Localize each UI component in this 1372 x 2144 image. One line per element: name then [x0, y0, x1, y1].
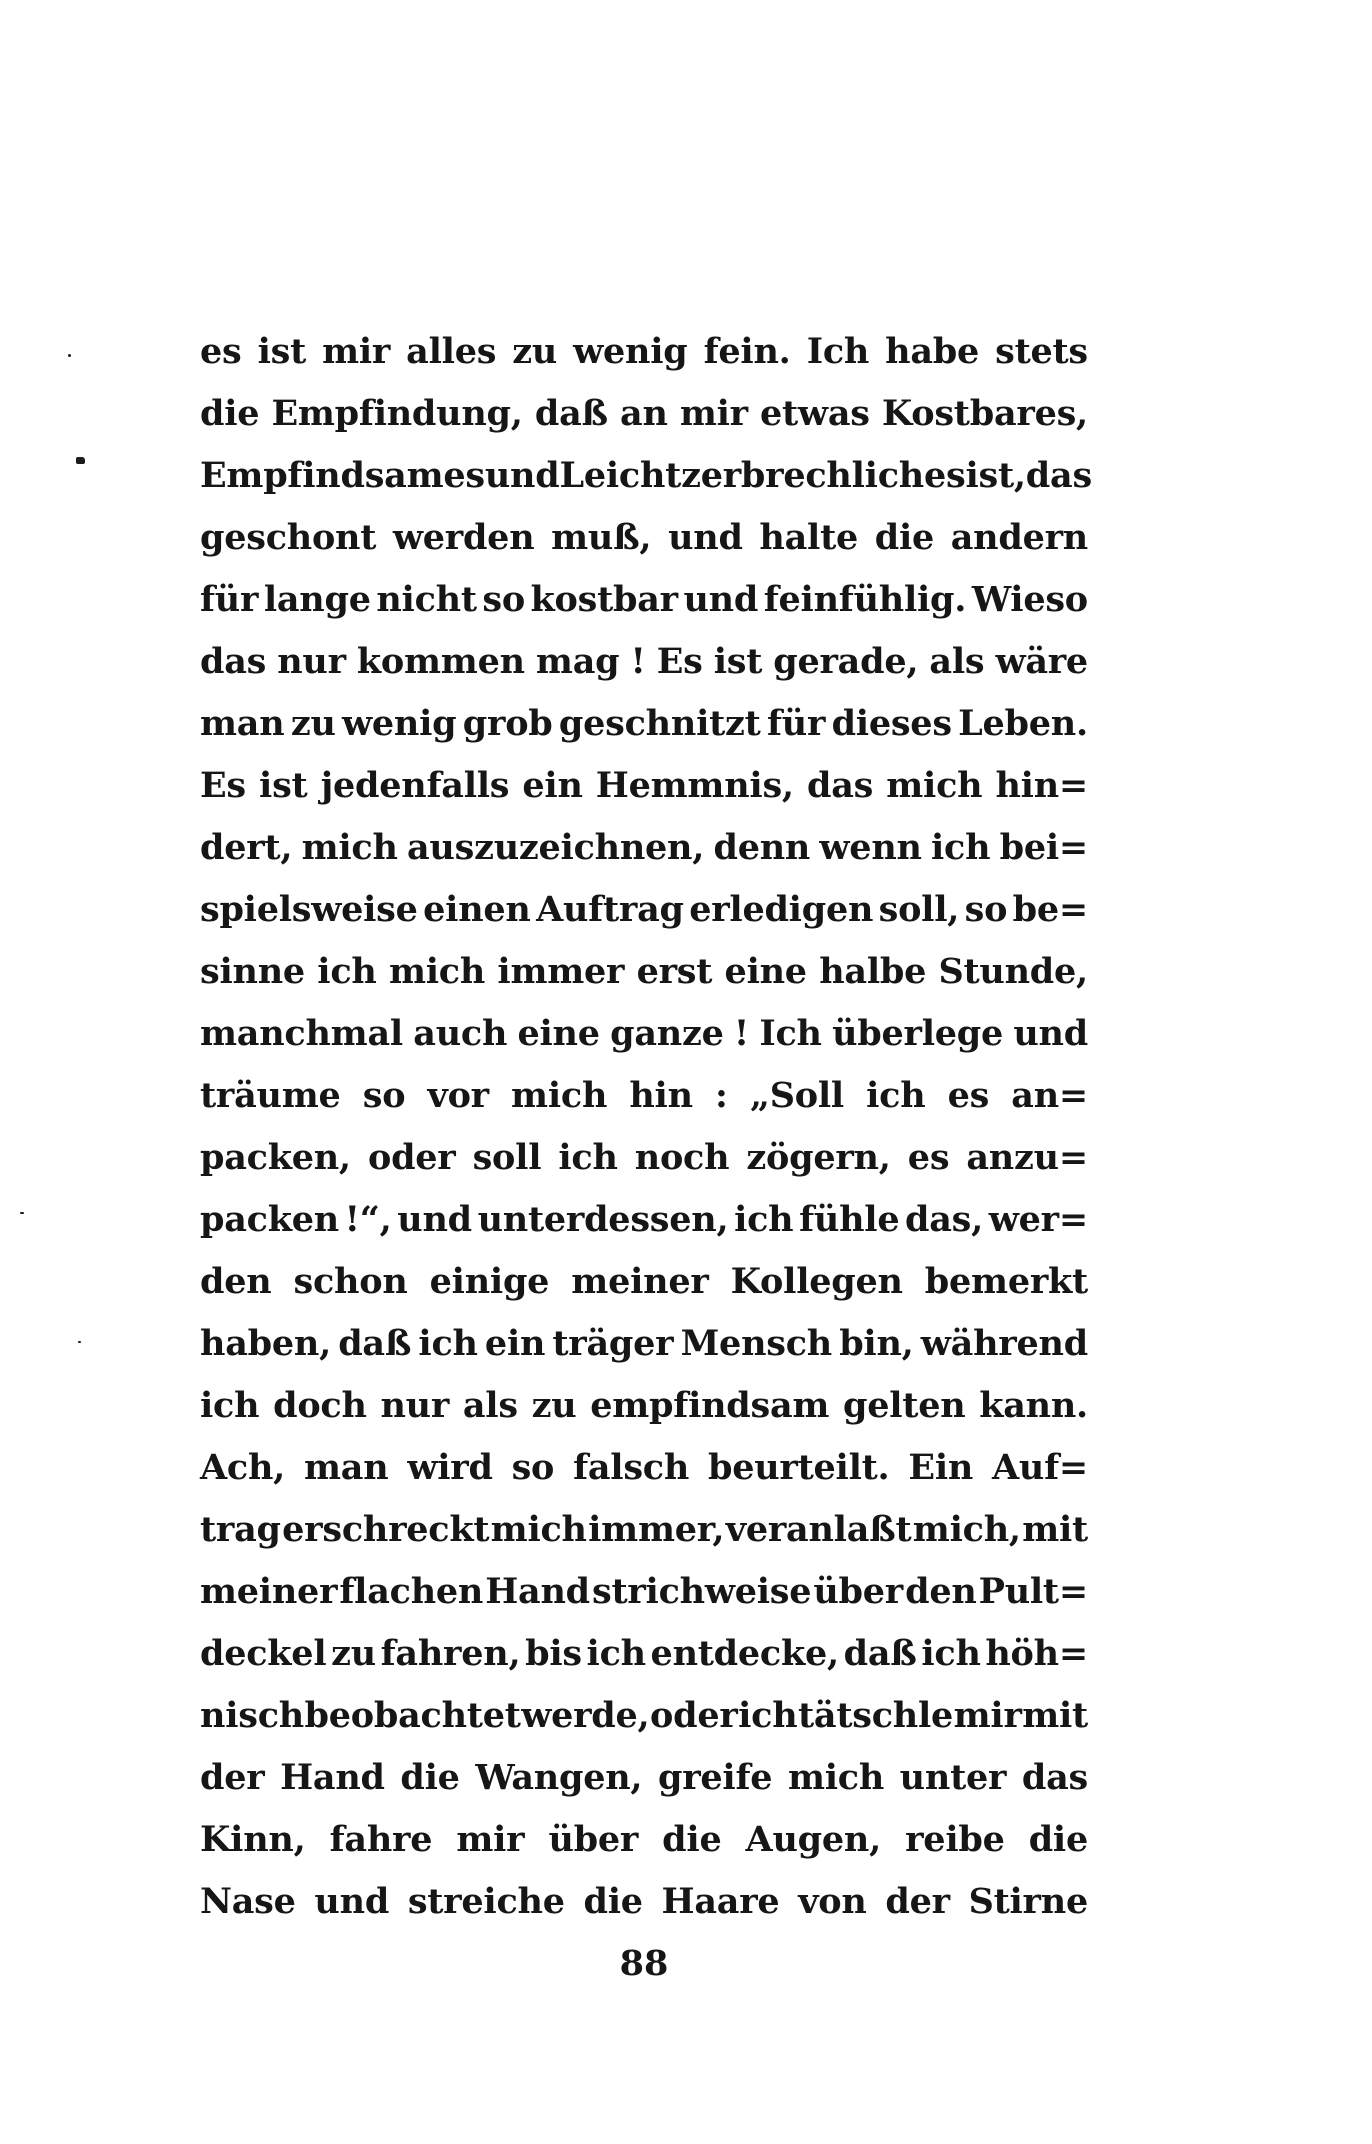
ink-speck — [68, 354, 71, 357]
text-line: der Hand die Wangen, greife mich unter das — [200, 1757, 1088, 1798]
text-line: das nur kommen mag ! Es ist gerade, als wäre — [200, 641, 1088, 682]
text-line: Ach, man wird so falsch beurteilt. Ein Auf= — [200, 1447, 1088, 1488]
text-line: packen, oder soll ich noch zögern, es anzu= — [200, 1137, 1088, 1178]
text-line: sinne ich mich immer erst eine halbe Stunde, — [200, 951, 1088, 992]
text-line: man zu wenig grob geschnitzt für dieses Leben. — [200, 703, 1088, 744]
text-line: spielsweise einen Auftrag erledigen soll, so be= — [200, 889, 1088, 930]
ink-speck — [78, 1341, 81, 1343]
ink-speck — [76, 457, 85, 464]
text-line: für lange nicht so kostbar und feinfühlig. Wieso — [200, 579, 1088, 620]
text-line: Kinn, fahre mir über die Augen, reibe die — [200, 1819, 1088, 1860]
text-line: nisch beobachtet werde, oder ich tätschle mir mit — [200, 1695, 1088, 1736]
page-number: 88 — [619, 1943, 669, 1984]
text-line: den schon einige meiner Kollegen bemerkt — [200, 1261, 1088, 1302]
text-line: deckel zu fahren, bis ich entdecke, daß ich höh= — [200, 1633, 1088, 1674]
text-line: haben, daß ich ein träger Mensch bin, während — [200, 1323, 1088, 1364]
text-line: manchmal auch eine ganze ! Ich überlege und — [200, 1013, 1088, 1054]
text-line: ich doch nur als zu empfindsam gelten kann. — [200, 1385, 1088, 1426]
ink-speck — [20, 1212, 24, 1214]
text-line: meiner flachen Hand strichweise über den Pult= — [200, 1571, 1088, 1612]
text-line: packen !“, und unterdessen, ich fühle das, wer= — [200, 1199, 1088, 1240]
text-line: trag erschreckt mich immer, veranlaßt mich, mit — [200, 1509, 1088, 1550]
text-line: Es ist jedenfalls ein Hemmnis, das mich hin= — [200, 765, 1088, 806]
text-line: Nase und streiche die Haare von der Stirne — [200, 1881, 1088, 1922]
text-line: dert, mich auszuzeichnen, denn wenn ich bei= — [200, 827, 1088, 868]
text-line: Empfindsames und Leichtzerbrechliches ist, das — [200, 455, 1092, 496]
body-text — [200, 321, 1092, 1933]
text-line: träume so vor mich hin : „Soll ich es an= — [200, 1075, 1088, 1116]
text-line: die Empfindung, daß an mir etwas Kostbares, — [200, 393, 1088, 434]
text-line: es ist mir alles zu wenig fein. Ich habe stets — [200, 331, 1088, 372]
text-line: geschont werden muß, und halte die andern — [200, 517, 1088, 558]
